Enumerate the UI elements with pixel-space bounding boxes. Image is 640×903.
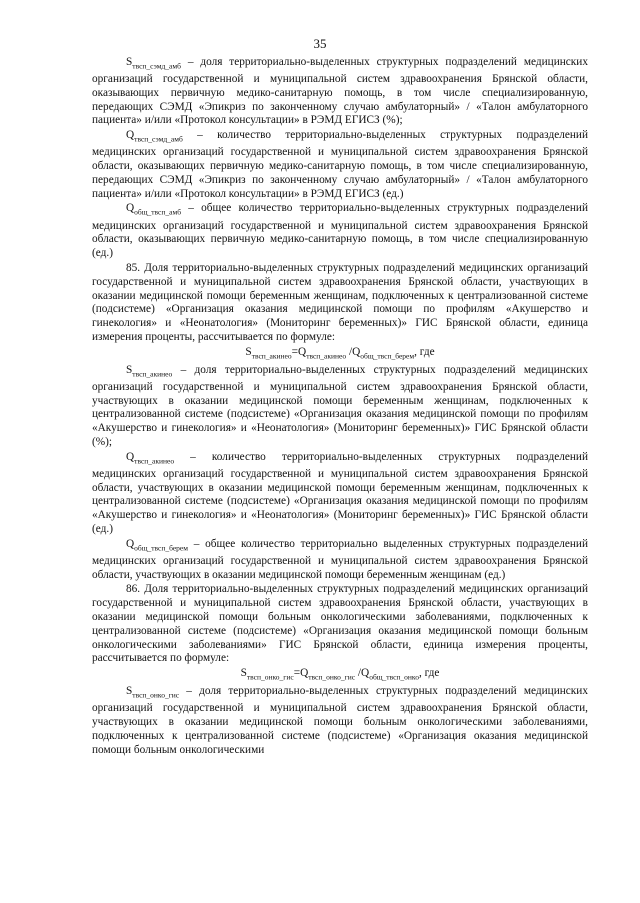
- symbol: S: [126, 363, 133, 376]
- symbol: S: [126, 685, 133, 698]
- paragraph-s-akineo: [92, 364, 588, 450]
- formula-subscript: общ_твсп_онко: [369, 672, 419, 682]
- paragraph-q-sem-amb: [92, 129, 588, 201]
- formula-operator: /: [346, 345, 353, 358]
- formula-symbol: Q: [300, 667, 309, 680]
- symbol: S: [126, 56, 133, 68]
- formula-subscript: твсп_акинео: [251, 350, 292, 360]
- definition-text: – количество территориально-выделенных структурных подразделений медицинских организаций государственной и муниципальной систем здравоохранения Брянской области, участвующих в оказании медицинской помощи беременным женщинам, подключенных к централизованной системе (подсистеме) «Организация оказания медицинской помощи по профилям «Акушерство и гинекология» и «Неонатология» (Мониторинг беременных)» ГИС Брянской области (ед.): [92, 450, 588, 535]
- symbol-subscript: твсп_сэмд_амб: [132, 61, 181, 71]
- definition-text: – доля территориально-выделенных структурных подразделений медицинских организаций государственной и муниципальной систем здравоохранения Брянской области, оказывающих первичную медико-санитарную помощь, в том числе специализированную, передающих СЭМД «Эпикриз по законченному случаю амбулаторный» / «Талон амбулаторного пациента» и/или «Протокол консультации» в РЭМД ЕГИСЗ (%);: [92, 56, 588, 127]
- definition-text: – доля территориально-выделенных структурных подразделений медицинских организаций государственной и муниципальной систем здравоохранения Брянской области, участвующих в оказании медицинской помощи беременным женщинам, подключенных к централизованной системе (подсистеме) «Организация оказания медицинской помощи по профилям «Акушерство и гинекология» и «Неонатология» (Мониторинг беременных)» ГИС Брянской области (%);: [92, 363, 588, 448]
- formula-tail: , где: [414, 345, 435, 358]
- symbol: Q: [126, 202, 135, 215]
- formula-subscript: общ_твсп_берем: [360, 350, 415, 360]
- definition-text: – общее количество территориально-выделенных структурных подразделений медицинских организаций государственной и муниципальной систем здравоохранения Брянской области, оказывающих первичную медико-санитарную помощь, в том числе специализированную (ед.): [92, 202, 588, 260]
- symbol: Q: [126, 450, 135, 463]
- symbol-subscript: общ_твсп_амб: [134, 207, 182, 217]
- formula-subscript: твсп_акинео: [306, 350, 347, 360]
- symbol: Q: [126, 537, 135, 550]
- paragraph-q-total-berem: [92, 538, 588, 583]
- paragraph-q-akineo: [92, 451, 588, 537]
- symbol-subscript: общ_твсп_берем: [134, 543, 189, 553]
- formula-symbol: S: [245, 345, 252, 358]
- paragraph-s-onko-gis: [92, 685, 588, 757]
- formula-operator: =: [291, 345, 299, 358]
- definition-text: – общее количество территориально выделенных структурных подразделений медицинских организаций государственной и муниципальной систем здравоохранения Брянской области, участвующих в оказании медицинской помощи беременным женщинам (ед.): [92, 537, 588, 581]
- formula-symbol: S: [240, 667, 247, 680]
- document-body: [92, 56, 588, 759]
- symbol: Q: [126, 129, 135, 142]
- symbol-subscript: твсп_сэмд_амб: [134, 134, 183, 144]
- symbol-subscript: твсп_акинео: [132, 368, 173, 378]
- formula-symbol: Q: [361, 667, 370, 680]
- paragraph-s-sem-amb: [92, 56, 588, 128]
- formula-tail: , где: [418, 667, 440, 680]
- paragraph-item-86: 86. Доля территориально-выделенных структурных подразделений медицинских организаций государственной и муниципальной систем здравоохранения Брянской области, участвующих в оказании медицинской помощи больным онкологическими заболеваниями, подключенных к централизованной системе (подсистеме) «Организация оказания медицинской помощи больным онкологическими заболеваниями» ГИС Брянской области, единица измерения проценты, рассчитывается по формуле:: [92, 583, 588, 665]
- symbol-subscript: твсп_онко_гис: [132, 690, 180, 700]
- symbol-subscript: твсп_акинео: [134, 456, 175, 466]
- formula-operator: =: [293, 667, 301, 680]
- formula-symbol: Q: [298, 345, 307, 358]
- formula-85: [92, 346, 588, 363]
- definition-text: – количество территориально-выделенных структурных подразделений медицинских организаций государственной и муниципальной систем здравоохранения Брянской области, оказывающих первичную медико-санитарную помощь, в том числе специализированную, передающих СЭМД «Эпикриз по законченному случаю амбулаторный» / «Талон амбулаторного пациента» и/или «Протокол консультации» в РЭМД ЕГИСЗ (ед.): [92, 129, 588, 200]
- formula-operator: /: [355, 667, 362, 680]
- page-number: 35: [313, 36, 327, 51]
- definition-text: – доля территориально-выделенных структурных подразделений медицинских организаций государственной и муниципальной систем здравоохранения Брянской области, участвующих в оказании медицинской помощи больным онкологическими заболеваниями, подключенных к централизованной системе (подсистеме) «Организация оказания медицинской помощи больным онкологическими: [92, 685, 588, 756]
- formula-subscript: твсп_онко_гис: [246, 672, 294, 682]
- formula-86: [92, 667, 588, 684]
- paragraph-item-85: 85. Доля территориально-выделенных структурных подразделений медицинских организаций государственной и муниципальной систем здравоохранения Брянской области, участвующих в оказании медицинской помощи беременным женщинам, подключенных к централизованной системе (подсистеме) «Организация оказания медицинской помощи по профилям «Акушерство и гинекология» и «Неонатология» (Мониторинг беременных)» ГИС Брянской области, единица измерения проценты, рассчитывается по формуле:: [92, 261, 588, 343]
- formula-symbol: Q: [352, 345, 361, 358]
- formula-subscript: твсп_онко_гис: [308, 672, 356, 682]
- paragraph-q-total-amb: [92, 202, 588, 260]
